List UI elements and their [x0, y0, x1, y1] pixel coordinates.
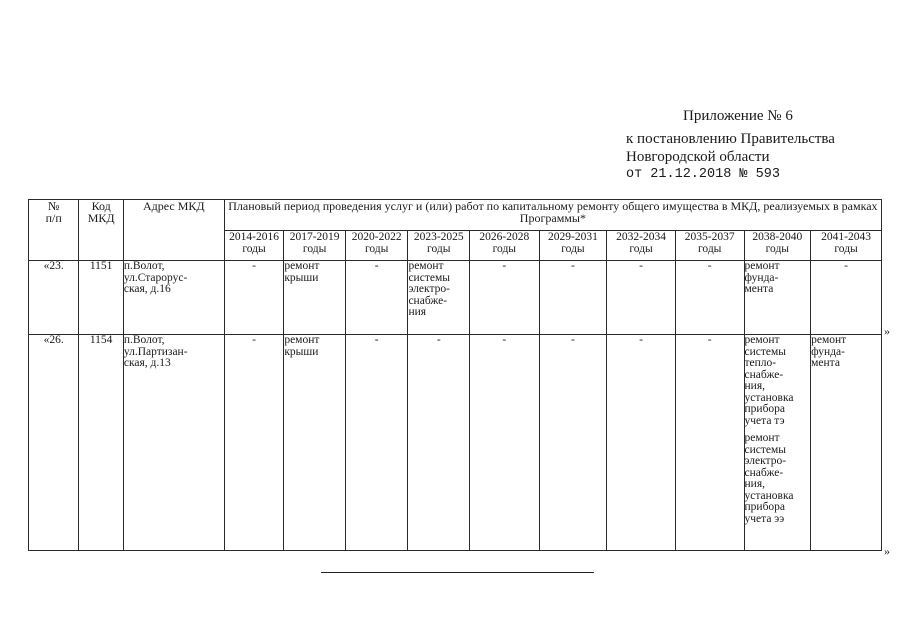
no-work-mark: -	[639, 334, 643, 346]
no-work-cell	[607, 261, 676, 335]
table-row	[29, 335, 882, 551]
no-work-cell	[345, 261, 408, 335]
work-item: ремонт системы электро- снабже- ния, установка прибора учета ээ	[744, 432, 794, 525]
building-address: п.Волот, ул.Старорус- ская, д.16	[123, 261, 224, 335]
no-work-mark: -	[707, 260, 712, 272]
no-work-cell	[539, 261, 607, 335]
no-work-mark: -	[571, 260, 575, 272]
no-work-cell	[345, 335, 408, 551]
no-work-cell	[470, 261, 540, 335]
work-cell	[744, 261, 811, 335]
header-year: 2032-2034 годы	[607, 231, 676, 261]
work-cell	[284, 261, 346, 335]
header-year: 2041-2043 годы	[811, 231, 882, 261]
header-code: Код МКД	[79, 200, 123, 261]
no-work-cell	[539, 335, 607, 551]
work-cell	[284, 335, 346, 551]
header-address: Адрес МКД	[123, 200, 224, 261]
header-year: 2038-2040 годы	[744, 231, 811, 261]
resolution-line: к постановлению Правительства	[626, 131, 835, 147]
header-period: Плановый период проведения услуг и (или) работ по капитальному ремонту общего имущества в МКД, реализуемых в рамках Программы*	[224, 200, 881, 231]
row-number: «26.	[29, 335, 79, 551]
header-year: 2017-2019 годы	[284, 231, 346, 261]
closing-quote-mark: »	[884, 544, 890, 558]
no-work-mark: -	[502, 334, 507, 346]
header-year: 2026-2028 годы	[470, 231, 540, 261]
no-work-mark: -	[571, 334, 575, 346]
no-work-cell	[675, 335, 744, 551]
header-year: 2035-2037 годы	[675, 231, 744, 261]
no-work-cell	[224, 261, 284, 335]
work-item: ремонт крыши	[284, 260, 320, 284]
work-item: ремонт системы электро- снабже- ния	[408, 260, 450, 318]
closing-quote-mark: »	[884, 324, 890, 338]
building-address: п.Волот, ул.Партизан- ская, д.13	[123, 335, 224, 551]
work-item: ремонт фунда- мента	[744, 260, 780, 295]
no-work-cell	[675, 261, 744, 335]
header-year: 2020-2022 годы	[345, 231, 408, 261]
no-work-cell	[408, 335, 470, 551]
no-work-cell	[811, 261, 882, 335]
no-work-mark: -	[374, 334, 379, 346]
work-cell	[408, 261, 470, 335]
work-cell	[744, 335, 811, 551]
no-work-mark: -	[639, 260, 643, 272]
work-item: ремонт крыши	[284, 334, 320, 358]
no-work-mark: -	[707, 334, 712, 346]
no-work-mark: -	[844, 260, 848, 272]
header-year: 2023-2025 годы	[408, 231, 470, 261]
work-cell	[811, 335, 882, 551]
no-work-mark: -	[502, 260, 507, 272]
no-work-mark: -	[252, 334, 256, 346]
no-work-cell	[224, 335, 284, 551]
no-work-cell	[607, 335, 676, 551]
no-work-mark: -	[374, 260, 379, 272]
header-num: № п/п	[29, 200, 79, 261]
region-line: Новгородской области	[626, 149, 770, 165]
appendix-title: Приложение № 6	[683, 108, 793, 124]
header-year: 2029-2031 годы	[539, 231, 607, 261]
no-work-cell	[470, 335, 540, 551]
work-item: ремонт фунда- мента	[811, 334, 847, 369]
work-item: ремонт системы тепло- снабже- ния, установка прибора учета тэ	[744, 334, 794, 427]
table-row	[29, 261, 882, 335]
repair-schedule-table	[28, 199, 882, 551]
building-code: 1154	[79, 335, 123, 551]
resolution-date-line: от 21.12.2018 № 593	[626, 167, 780, 182]
no-work-mark: -	[252, 260, 256, 272]
header-year: 2014-2016 годы	[224, 231, 284, 261]
no-work-mark: -	[436, 334, 441, 346]
building-code: 1151	[79, 261, 123, 335]
row-number: «23.	[29, 261, 79, 335]
footer-divider	[321, 572, 594, 573]
